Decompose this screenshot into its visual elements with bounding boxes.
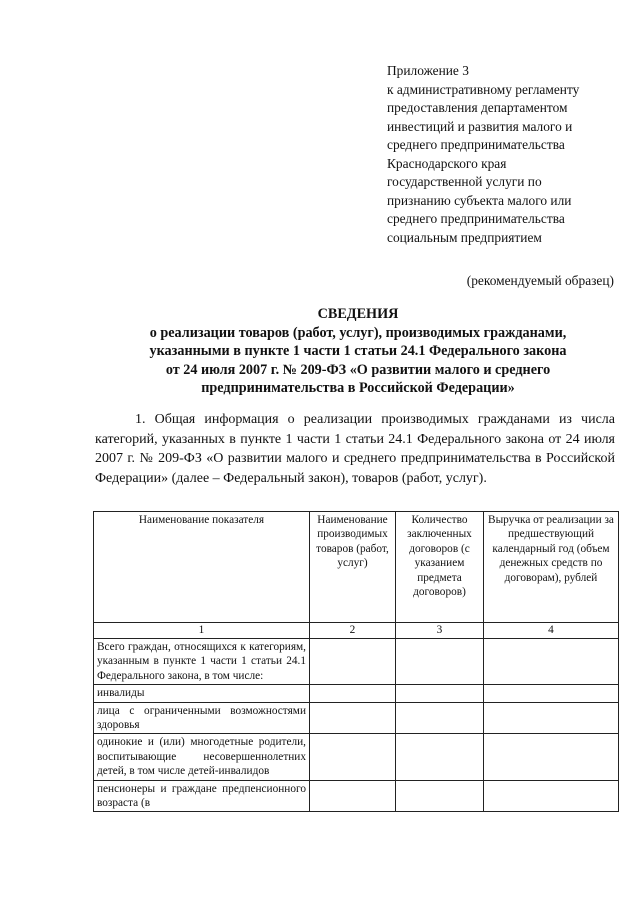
table-cell — [396, 780, 484, 812]
table-row — [94, 780, 619, 812]
row-label: Всего граждан, относящихся к категориям, указанным в пункте 1 части 1 статьи 24.1 Федерального закона, в том числе: — [94, 639, 310, 685]
table-cell — [310, 780, 396, 812]
table-cell — [484, 734, 619, 780]
appendix-line: Краснодарского края — [387, 155, 507, 171]
table-cell — [396, 734, 484, 780]
table-row — [94, 685, 619, 702]
appendix-line: государственной услуги по — [387, 174, 542, 189]
row-label: пенсионеры и граждане предпенсионного возраста (в — [94, 780, 310, 812]
row-label: одинокие и (или) многодетные родители, воспитывающие несовершеннолетних детей, в том числе детей-инвалидов — [94, 734, 310, 780]
row-label: инвалиды — [94, 685, 310, 702]
appendix-line: признанию субъекта малого или — [387, 192, 572, 208]
indicators-table — [93, 511, 619, 812]
table-cell — [396, 702, 484, 734]
table-cell — [484, 639, 619, 685]
heading-line: от 24 июля 2007 г. № 209-ФЗ «О развитии малого и среднего — [165, 361, 551, 378]
table-row — [94, 734, 619, 780]
heading-line: указанными в пункте 1 части 1 статьи 24.1 Федерального закона — [149, 343, 567, 359]
column-number: 3 — [396, 623, 484, 639]
appendix-line: Приложение 3 — [387, 63, 469, 78]
document-heading — [80, 305, 636, 398]
recommended-sample-note: (рекомендуемый образец) — [466, 273, 614, 288]
header-indicator-name: Наименование показателя — [94, 512, 310, 623]
table-cell — [484, 685, 619, 702]
header-goods-name: Наименование производимых товаров (работ, услуг) — [310, 512, 396, 623]
heading-title: СВЕДЕНИЯ — [317, 306, 399, 322]
table-cell — [310, 734, 396, 780]
column-number: 2 — [310, 623, 396, 639]
table-cell — [484, 780, 619, 812]
table-cell — [310, 639, 396, 685]
table-column-numbers-row — [94, 623, 619, 639]
appendix-block — [387, 62, 627, 247]
appendix-line: социальным предприятием — [387, 229, 542, 245]
table-row — [94, 702, 619, 734]
table-cell — [310, 702, 396, 734]
table-row — [94, 639, 619, 685]
heading-line: предпринимательства в Российской Федерации» — [201, 380, 515, 396]
table-cell — [484, 702, 619, 734]
column-number: 1 — [94, 623, 310, 639]
table-cell — [396, 639, 484, 685]
appendix-line: среднего предпринимательства — [387, 211, 565, 226]
table-header-row — [94, 512, 619, 623]
appendix-line: инвестиций и развития малого и — [387, 118, 573, 134]
intro-paragraph: 1. Общая информация о реализации производимых гражданами из числа категорий, указанных в пункте 1 части 1 статьи 24.1 Федерального закона от 24 июля 2007 г. № 209-ФЗ «О развитии малого и среднего предпринимательства в Российской Федерации» (далее – Федеральный закон), товаров (работ, услуг). — [95, 412, 615, 486]
appendix-line: к административному регламенту — [387, 81, 580, 97]
table-cell — [396, 685, 484, 702]
column-number: 4 — [484, 623, 619, 639]
table-cell — [310, 685, 396, 702]
heading-line: о реализации товаров (работ, услуг), производимых гражданами, — [149, 324, 567, 341]
header-revenue: Выручка от реализации за предшествующий календарный год (объем денежных средств по договорам), рублей — [484, 512, 619, 623]
appendix-line: предоставления департаментом — [387, 100, 568, 115]
header-contracts-count: Количество заключенных договоров (с указанием предмета договоров) — [396, 512, 484, 623]
row-label: лица с ограниченными возможностями здоровья — [94, 702, 310, 734]
appendix-line: среднего предпринимательства — [387, 137, 565, 152]
